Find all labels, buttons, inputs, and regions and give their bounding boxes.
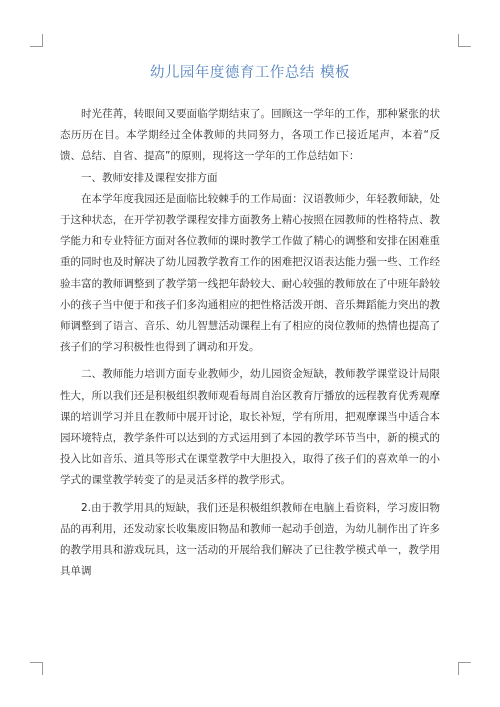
document-page: [60, 62, 440, 582]
section-heading-teacher-arrangement: 一、教师安排及课程安排方面: [81, 171, 218, 184]
paragraph-teacher-training: 二、教师能力培训方面专业教师少，幼儿园资金短缺，教师教学课堂设计局限性大，所以我们还是积极组织教师观看每周自治区教育厅播放的远程教育优秀观摩课的培训学习并且在教师中展开讨论，取长补短，学有所用，把观摩课当中适合本园环境特点，教学条件可以达到的方式运用到了本园的教学环节当中，新的模式的投入比如音乐、道具等形式在课堂教学中大胆投入，取得了孩子们的喜欢单一的小学式的课堂教学转变了的是灵活多样的教学形式。: [60, 368, 440, 487]
paragraph-teaching-tools: 2.由于教学用具的短缺，我们还是积极组织教师在电脑上看资料，学习废旧物品的再利用，还发动家长收集废旧物品和教师一起动手创造，为幼儿制作出了许多的教学用具和游戏玩具，这一活动的开展给我们解决了已往教学模式单一，教学用具单调: [60, 501, 440, 578]
crop-mark-bottom-right: [458, 662, 471, 675]
crop-mark-top-left: [30, 34, 43, 47]
crop-mark-top-right: [458, 34, 471, 47]
document-body: [60, 104, 440, 582]
paragraph-teacher-arrangement: 在本学年度我园还是面临比较棘手的工作局面：汉语教师少，年轻教师缺，处于这种状态，在开学初教学课程安排方面教务上精心按照在园教师的性格特点、教学能力和专业特征方面对各位教师的课时教学工作做了精心的调整和安排在困难重重的同时也及时解决了幼儿园教学教育工作的困难把汉语表达能力强一些、工作经验丰富的教师调整到了教学第一线把年龄较大、耐心较强的教师放在了中班年龄较小的孩子当中便于和孩子们多沟通相应的把性格活泼开朗、音乐舞蹈能力突出的教师调整到了语言、音乐、幼儿智慧活动课程上有了相应的岗位教师的热情也提高了孩子们的学习积极性也得到了调动和开发。: [60, 192, 440, 354]
crop-mark-bottom-left: [30, 662, 43, 675]
paragraph-intro: 时光荏苒，转眼间又要面临学期结束了。回顾这一学年的工作，那种紧张的状态历历在目。本学期经过全体教师的共同努力，各项工作已接近尾声，本着“反馈、总结、自省、提高”的原则，现将这一学年的工作总结如下：: [60, 108, 440, 163]
document-title: 幼儿园年度德育工作总结 模板: [149, 65, 351, 81]
